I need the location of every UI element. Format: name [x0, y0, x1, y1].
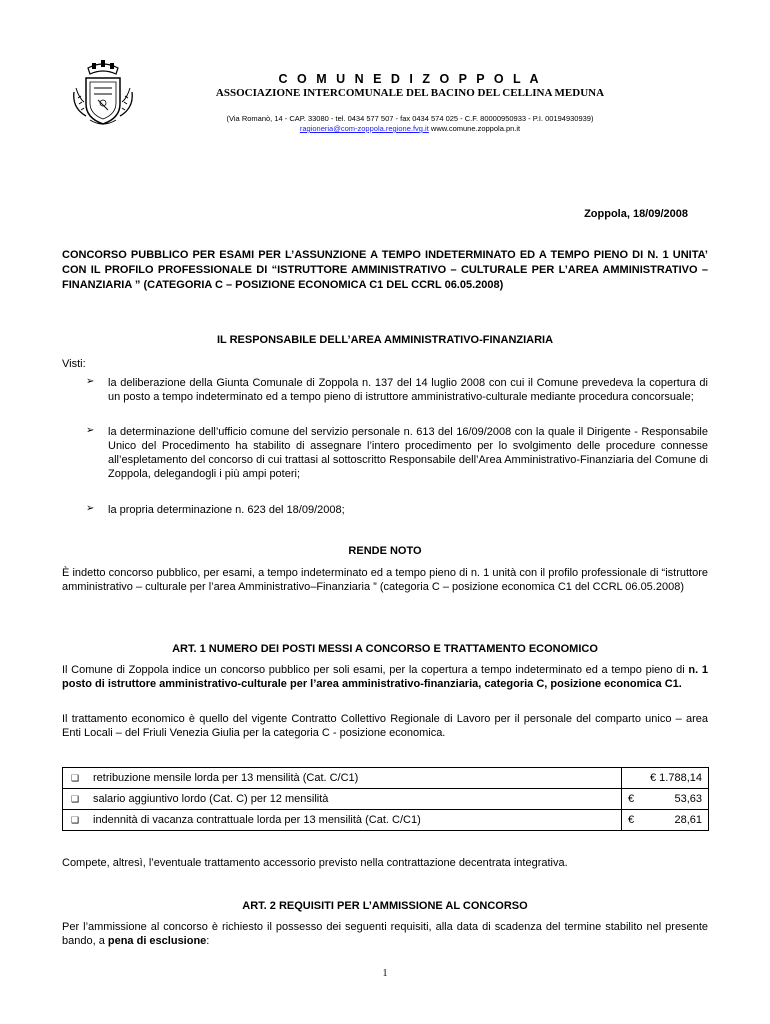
art1-paragraph-3: Compete, altresì, l’eventuale trattamento accessorio previsto nella contrattazione decentrata integrativa.: [62, 857, 568, 869]
visti-item: la deliberazione della Giunta Comunale di Zoppola n. 137 del 14 luglio 2008 con cui il Comune prevedeva la copertura di un posto a tempo indeterminato ed a tempo pieno di istruttore amministrativo-culturale mediante procedura concorsuale;: [108, 377, 708, 403]
table-row: [63, 810, 709, 831]
art1-p1-bold: n. 1 posto di istruttore amministrativo-culturale per l’area amministrativo-finanziaria, categoria C, posizione economica C1.: [62, 664, 708, 690]
concorso-title: CONCORSO PUBBLICO PER ESAMI PER L’ASSUNZIONE A TEMPO INDETERMINATO ED A TEMPO PIENO DI N. 1 UNITA’ CON IL PROFILO PROFESSIONALE DI “ISTRUTTORE AMMINISTRATIVO – CULTURALE PER L’AREA AMMINISTRATIVO – FINANZIARIA ” (CATEGORIA C – POSIZIONE ECONOMICA C1 DEL CCRL 06.05.2008): [62, 249, 708, 291]
currency-symbol: €: [628, 814, 635, 826]
bullet-icon: ➢: [86, 425, 95, 436]
rende-noto-heading: RENDE NOTO: [348, 545, 422, 557]
checkbox-icon: ❑: [63, 768, 88, 789]
responsabile-heading: IL RESPONSABILE DELL’AREA AMMINISTRATIVO-FINANZIARIA: [216, 334, 554, 346]
checkbox-icon: ❑: [63, 789, 88, 810]
art1-p1-lead: Il Comune di Zoppola indice un concorso pubblico per soli esami, per la copertura a tempo indeterminato ed a tempo pieno di: [62, 664, 689, 676]
salary-amount: 1.788,14: [659, 772, 702, 784]
salary-amount: 28,61: [674, 814, 702, 826]
email-link[interactable]: ragioneria@com-zoppola.regione.fvg.it: [299, 124, 429, 133]
art2-heading: ART. 2 REQUISITI PER L’AMMISSIONE AL CONCORSO: [242, 900, 528, 912]
art1-heading: ART. 1 NUMERO DEI POSTI MESSI A CONCORSO E TRATTAMENTO ECONOMICO: [172, 643, 598, 655]
salary-amount-cell: [622, 789, 709, 810]
municipal-crest-icon: [70, 58, 136, 128]
visti-label: Visti:: [62, 358, 86, 370]
salary-amount-cell: [622, 810, 709, 831]
bullet-icon: ➢: [86, 376, 95, 387]
visti-item: la determinazione dell’ufficio comune del servizio personale n. 613 del 16/09/2008 con la quale il Dirigente - Responsabile Unico del Procedimento ha stabilito di assegnare l’intero procedimento per lo svolgimento delle procedure connesse all’espletamento del concorso di cui trattasi al sottoscritto Responsabile dell’Area Amministrativo-Finanziaria del Comune di Zoppola, delegandogli i più ampi poteri;: [108, 426, 708, 480]
salary-desc: indennità di vacanza contrattuale lorda per 13 mensilità (Cat. C/C1): [87, 810, 622, 831]
table-row: [63, 768, 709, 789]
municipality-title: C O M U N E D I Z O P P O L A: [278, 72, 542, 86]
salary-amount-cell: [622, 768, 709, 789]
association-subtitle: ASSOCIAZIONE INTERCOMUNALE DEL BACINO DEL CELLINA MEDUNA: [215, 87, 605, 99]
checkbox-icon: ❑: [63, 810, 88, 831]
art2-p1-bold: pena di esclusione: [107, 935, 207, 947]
rende-noto-text: È indetto concorso pubblico, per esami, a tempo indeterminato ed a tempo pieno di n. 1 unità con il profilo professionale di “istruttore amministrativo – culturale per l’area Amministrativo–Finanziaria ” (categoria C – posizione economica C1 del CCRL 06.05.2008): [62, 567, 708, 593]
contact-links: [150, 124, 670, 133]
art2-p1-tail: :: [206, 935, 210, 947]
address-line: (Via Romanò, 14 - CAP. 33080 - tel. 0434 577 507 - fax 0434 574 025 - C.F. 80000950933 - P.I. 00194930939): [226, 114, 594, 123]
salary-desc: salario aggiuntivo lordo (Cat. C) per 12 mensilità: [87, 789, 622, 810]
art2-paragraph-1: [62, 920, 708, 948]
art1-paragraph-2: Il trattamento economico è quello del vigente Contratto Collettivo Regionale di Lavoro per il personale del comparto unico – area Enti Locali – del Friuli Venezia Giulia per la categoria C - posizione economica.: [62, 713, 708, 739]
salary-desc: retribuzione mensile lorda per 13 mensilità (Cat. C/C1): [87, 768, 622, 789]
document-date: Zoppola, 18/09/2008: [584, 208, 688, 220]
salary-table: [62, 767, 709, 831]
website-text: www.comune.zoppola.pn.it: [430, 124, 521, 133]
page-number: 1: [382, 968, 388, 979]
salary-amount: 53,63: [674, 793, 702, 805]
visti-item: la propria determinazione n. 623 del 18/09/2008;: [108, 504, 345, 516]
currency-symbol: €: [628, 793, 635, 805]
table-row: [63, 789, 709, 810]
bullet-icon: ➢: [86, 503, 95, 514]
currency-symbol: €: [650, 772, 657, 784]
art1-paragraph-1: [62, 663, 708, 691]
art2-p1-lead: Per l’ammissione al concorso è richiesto il possesso dei seguenti requisiti, alla data di scadenza del termine stabilito nel presente bando, a: [62, 921, 708, 947]
